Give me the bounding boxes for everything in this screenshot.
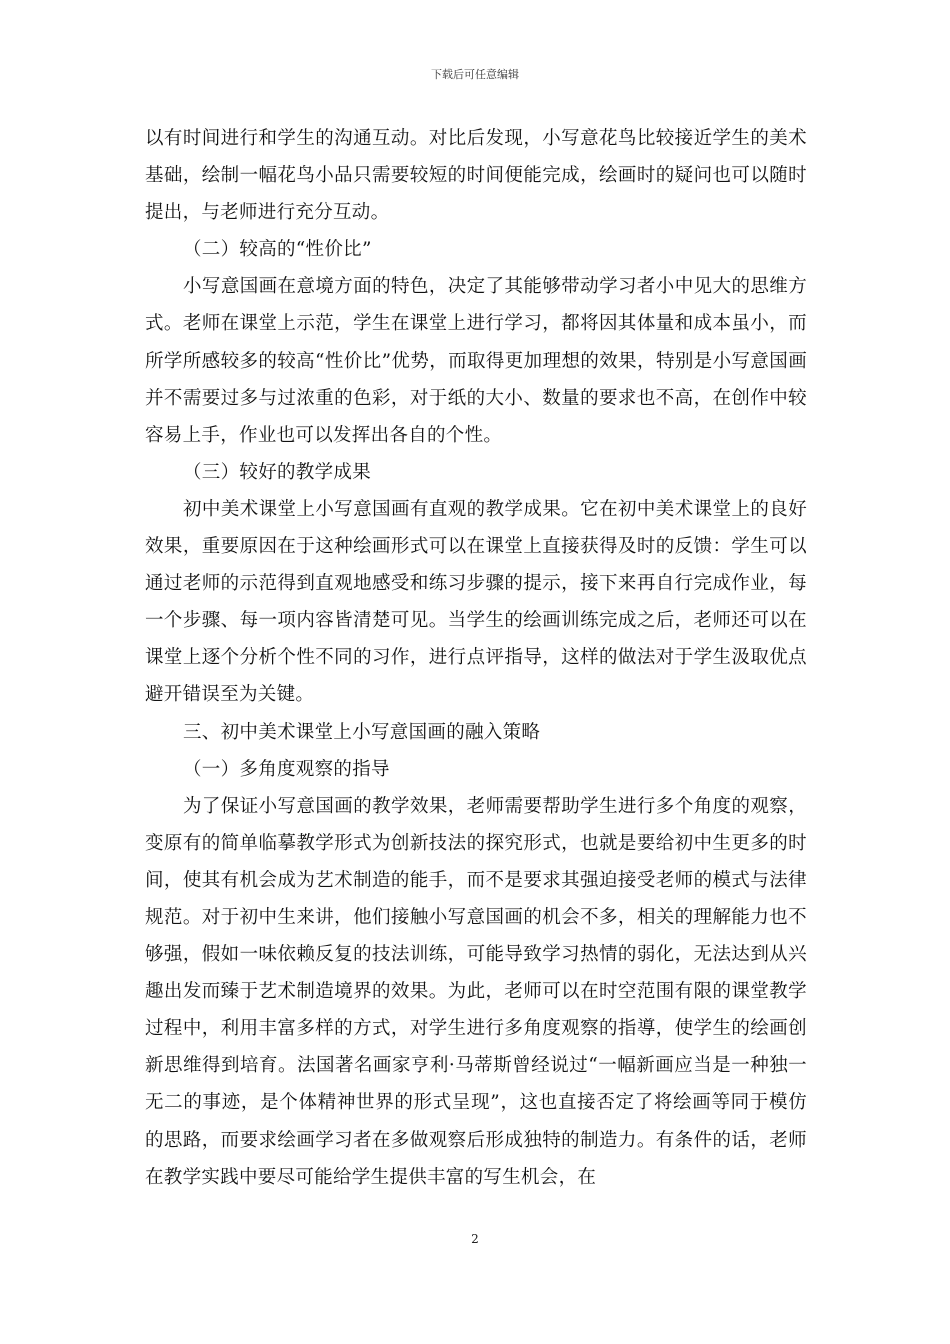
- page-number: 2: [471, 1232, 479, 1246]
- paragraph-3: 初中美术课堂上小写意国画有直观的教学成果。它在初中美术课堂上的良好效果，重要原因在于这种绘画形式可以在课堂上直接获得及时的反馈：学生可以通过老师的示范得到直观地感受和练习步骤的提示，接下来再自行完成作业，每一个步骤、每一项内容皆清楚可见。当学生的绘画训练完成之后，老师还可以在课堂上逐个分析个性不同的习作，进行点评指导，这样的做法对于学生汲取优点避开错误至为关键。: [145, 498, 807, 706]
- document-body: [145, 120, 807, 1196]
- page-header: 下载后可任意编辑: [431, 68, 519, 81]
- paragraph-4: 为了保证小写意国画的教学效果，老师需要帮助学生进行多个角度的观察，变原有的简单临摹教学形式为创新技法的探究形式，也就是要给初中生更多的时间，使其有机会成为艺术制造的能手，而不是要求其强迫接受老师的模式与法律规范。对于初中生来讲，他们接触小写意国画的机会不多，相关的理解能力也不够强，假如一味依赖反复的技法训练，可能导致学习热情的弱化，无法达到从兴趣出发而臻于艺术制造境界的效果。为此，老师可以在时空范围有限的课堂教学过程中，利用丰富多样的方式，对学生进行多角度观察的指導，使学生的绘画创新思维得到培育。法国著名画家亨利·马蒂斯曾经说过“一幅新画应当是一种独一无二的事迹，是个体精神世界的形式呈现”，这也直接否定了将绘画等同于模仿的思路，而要求绘画学习者在多做观察后形成独特的制造力。有条件的话，老师在教学实践中要尽可能给学生提供丰富的写生机会，在: [145, 795, 807, 1188]
- section-heading-2: （二）较高的“性价比”: [183, 239, 372, 261]
- section-heading-3: （三）较好的教学成果: [183, 461, 372, 483]
- paragraph-2: 小写意国画在意境方面的特色，决定了其能够带动学习者小中见大的思维方式。老师在课堂上示范，学生在课堂上进行学习，都将因其体量和成本虽小，而所学所感较多的较高“性价比”优势，而取得更加理想的效果，特别是小写意国画并不需要过多与过浓重的色彩，对于纸的大小、数量的要求也不高，在创作中较容易上手，作业也可以发挥出各自的个性。: [145, 276, 807, 446]
- section-heading-3-1: （一）多角度观察的指导: [183, 758, 390, 780]
- paragraph-1: 以有时间进行和学生的沟通互动。对比后发现，小写意花鸟比较接近学生的美术基础，绘制一幅花鸟小品只需要较短的时间便能完成，绘画时的疑问也可以随时提出，与老师进行充分互动。: [145, 128, 807, 224]
- chapter-heading-3: 三、初中美术课堂上小写意国画的融入策略: [183, 721, 541, 743]
